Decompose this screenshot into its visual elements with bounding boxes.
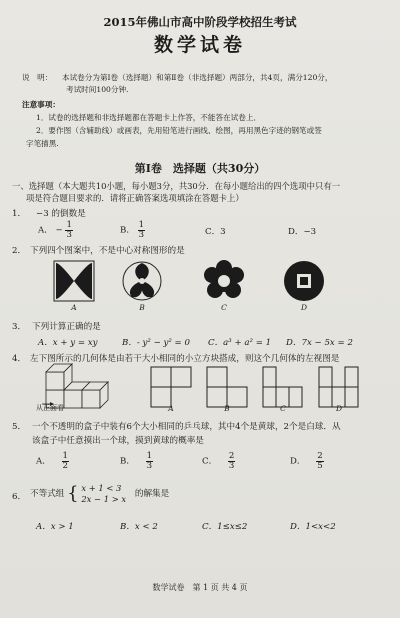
q4-stem: 左下图所示的几何体是由若干大小相同的小立方块搭成，则这个几何体的左视图是 (30, 354, 340, 364)
q5-d-numerator: 2 (317, 451, 323, 461)
q6-option-b: B．x < 2 (120, 522, 158, 532)
q4-option-b-figure (206, 366, 248, 408)
q1-a-numerator: 1 (66, 220, 72, 230)
attention-item-2-cont: 字笔描黑. (26, 139, 59, 148)
q5-option-b (120, 452, 153, 470)
q3-option-c: C．a³ + a² = 1 (208, 338, 272, 348)
q1-stem: −3 的倒数是 (36, 209, 86, 219)
q5-stem-2: 该盒子中任意摸出一个球，摸到黄球的概率是 (32, 436, 204, 446)
q6-inequality-2: 2x − 1 > x (81, 493, 127, 504)
q2-label-c: C (221, 303, 227, 312)
subject-title: 数学试卷 (153, 34, 246, 56)
q5-a-numerator: 1 (62, 451, 69, 461)
q6-number: 6． (12, 492, 27, 502)
q4-label-d: D (335, 404, 342, 413)
q5-b-numerator: 1 (146, 451, 153, 461)
attention-item-2: 2．要作图（含辅助线）或画表，先用铅笔进行画线、绘图，再用黑色字迹的钢笔或签 (36, 126, 322, 135)
q3-number: 3． (12, 322, 27, 332)
q5-stem-1: 一个不透明的盒子中装有6个大小相同的乒乓球，其中4个是黄球，2个是白球．从 (32, 422, 341, 432)
q2-label-d: D (300, 303, 307, 312)
q3-option-a: A．x + y = xy (38, 338, 98, 348)
note-line-1: 本试卷分为第Ⅰ卷（选择题）和第Ⅱ卷（非选择题）两部分，共4页，满分120分， (62, 73, 333, 82)
q6-stem (30, 483, 169, 504)
q6-option-c: C．1≤x≤2 (202, 522, 248, 532)
q1-a-denominator: 3 (66, 229, 72, 240)
q6-stem-post: 的解集是 (134, 489, 170, 499)
attention-label: 注意事项： (22, 100, 60, 109)
q6-option-a: A．x > 1 (36, 522, 74, 532)
q4-option-c-figure (262, 366, 304, 408)
q5-b-label: B． (120, 456, 135, 467)
q1-a-minus: − (55, 225, 63, 236)
q4-front-view-label: 从正面看 (36, 404, 64, 412)
q1-b-numerator: 1 (138, 220, 145, 230)
q5-b-denominator: 3 (146, 460, 153, 471)
q1-a-label: A． (38, 225, 53, 236)
q1-option-c: C．3 (205, 227, 226, 237)
q3-stem: 下列计算正确的是 (32, 322, 101, 332)
q3-option-d: D．7x − 5x = 2 (286, 338, 353, 348)
q5-c-label: C． (202, 456, 218, 467)
q5-c-numerator: 2 (228, 451, 235, 461)
q2-stem: 下列四个图案中，不是中心对称图形的是 (30, 246, 185, 256)
q5-a-label: A． (36, 456, 51, 467)
q4-number: 4． (12, 354, 27, 364)
q1-number: 1． (12, 209, 27, 219)
q1-b-label: B． (120, 225, 135, 236)
q6-option-d: D．1<x<2 (290, 522, 336, 532)
page-footer: 数学试卷 第 1 页 共 4 页 (152, 583, 248, 592)
q5-d-label: D． (290, 456, 306, 467)
q6-stem-pre: 不等式组 (30, 489, 65, 499)
attention-item-1: 1．试卷的选择题和非选择题都在答题卡上作答，不能答在试卷上． (36, 113, 262, 122)
note-line-2: 考试时间100分钟. (66, 85, 129, 94)
q5-option-a (36, 452, 69, 470)
q5-number: 5． (12, 422, 27, 432)
left-brace-icon: { (67, 482, 79, 504)
q2-label-a: A (71, 303, 77, 312)
q2-number: 2． (12, 246, 27, 256)
q2-figure-d (282, 260, 326, 302)
q2-label-b: B (139, 303, 145, 312)
q2-figure-c (202, 260, 246, 302)
q5-c-denominator: 3 (228, 460, 235, 471)
q3-option-b: B．- y² − y² = 0 (122, 338, 190, 348)
q2-figure-a (50, 261, 98, 301)
q4-label-c: C (280, 404, 286, 413)
part1-title: 第Ⅰ卷 选择题（共30分） (134, 162, 266, 175)
q1-b-denominator: 3 (138, 229, 145, 240)
q5-option-c (202, 452, 235, 470)
q1-option-b (120, 221, 145, 239)
q5-a-denominator: 2 (62, 460, 69, 471)
q1-option-d: D．−3 (288, 227, 317, 237)
q5-option-d (290, 452, 324, 470)
q4-label-a: A (168, 404, 174, 413)
part1-intro-1: 一、选择题（本大题共10小题，每小题3分，共30分．在每小题给出的四个选项中只有一 (12, 181, 341, 191)
q2-figure-b (120, 261, 164, 301)
part1-intro-2: 项是符合题目要求的．请将正确答案选项填涂在答题卡上） (26, 193, 244, 203)
q4-label-b: B (224, 404, 230, 413)
note-label: 说 明： (22, 73, 53, 82)
q5-d-denominator: 5 (317, 460, 323, 471)
q4-option-a-figure (150, 366, 192, 408)
q1-option-a (38, 221, 73, 239)
q6-inequality-1: x + 1 < 3 (81, 483, 122, 493)
exam-title: 2015年佛山市高中阶段学校招生考试 (103, 15, 297, 29)
q4-option-d-figure (318, 366, 360, 408)
